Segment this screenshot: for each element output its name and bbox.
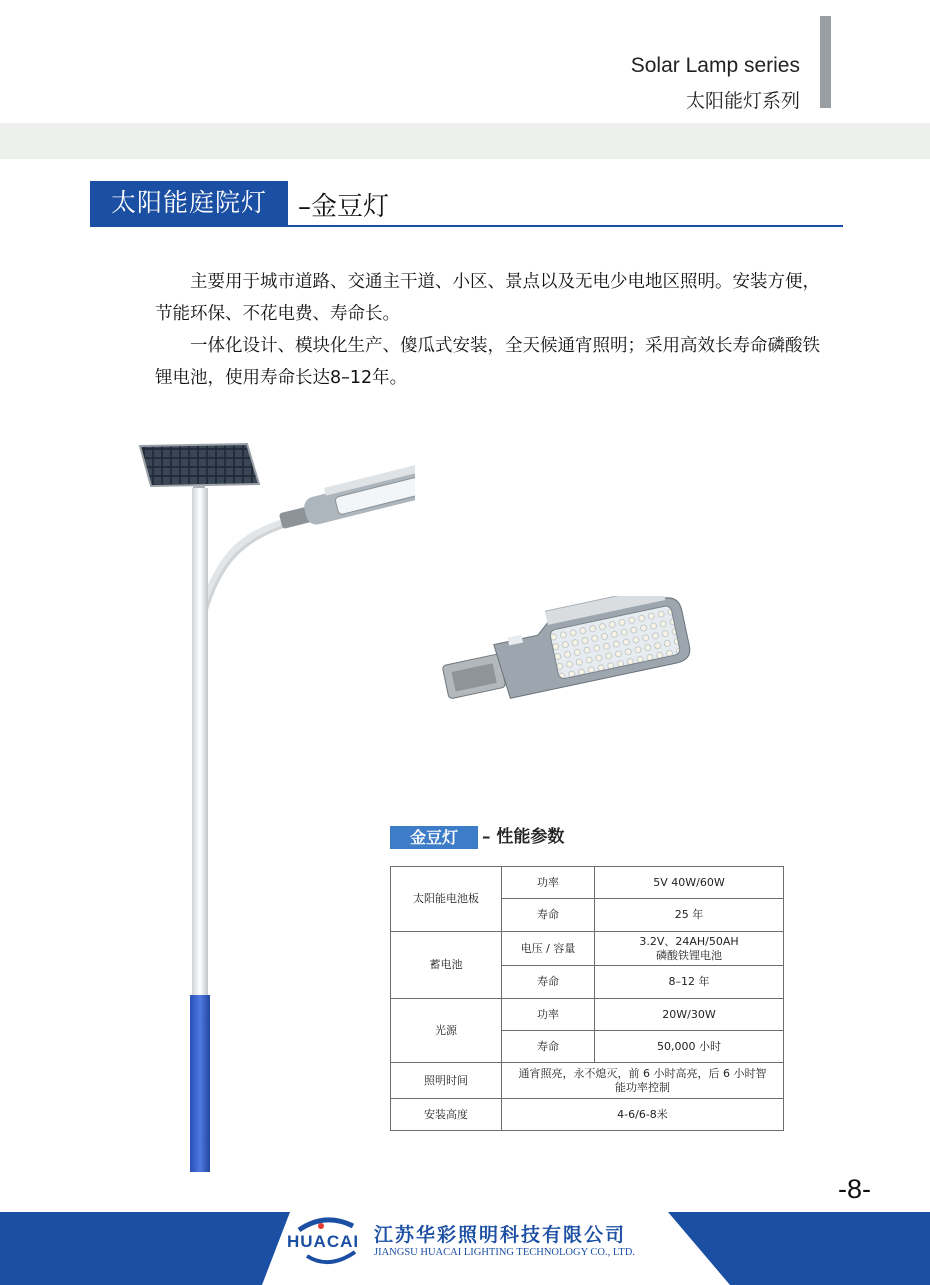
param-value: 5V 40W/60W: [595, 867, 784, 899]
intro-paragraph-2: 一体化设计、模块化生产、傻瓜式安装，全天候通宵照明；采用高效长寿命磷酸铁锂电池，使用寿命长达8–12年。: [155, 336, 820, 388]
page-number: -8-: [838, 1174, 871, 1204]
row-label-battery: 蓄电池: [391, 932, 502, 999]
param-value: [595, 932, 784, 966]
spec-tag: 金豆灯: [390, 826, 478, 849]
param-value-line: 能功率控制: [615, 1080, 670, 1094]
param-value-line: 通宵照亮，永不熄灭，前 6 小时高亮，后 6 小时智: [518, 1066, 767, 1080]
company-name-cn: 江苏华彩照明科技有限公司: [374, 1224, 627, 1246]
row-label-lighting-time: 照明时间: [391, 1063, 502, 1099]
param-value: 25 年: [595, 899, 784, 932]
param-label: 功率: [502, 999, 595, 1031]
row-label-install-height: 安装高度: [391, 1099, 502, 1131]
table-row: [391, 932, 784, 966]
table-row: [391, 999, 784, 1031]
param-label: 寿命: [502, 966, 595, 999]
row-label-panel: 太阳能电池板: [391, 867, 502, 932]
product-name-title: –金豆灯: [298, 192, 390, 222]
spec-table: [390, 866, 784, 1131]
param-label: 功率: [502, 867, 595, 899]
section-title: 太阳能庭院灯: [90, 181, 288, 225]
param-value: [502, 1063, 784, 1099]
solar-street-lamp-illustration: [135, 440, 415, 1175]
param-value: 8–12 年: [595, 966, 784, 999]
intro-paragraph-1: 主要用于城市道路、交通主干道、小区、景点以及无电少电地区照明。安装方便，节能环保、不花电费、寿命长。: [155, 272, 820, 324]
param-value-line: 3.2V、24AH/50AH: [639, 934, 739, 948]
series-title-en: Solar Lamp series: [630, 54, 800, 77]
param-value-line: 磷酸铁锂电池: [656, 948, 722, 962]
header-accent-bar: [820, 16, 831, 108]
param-label: 寿命: [502, 899, 595, 932]
lamp-head-illustration: [432, 596, 692, 712]
series-title-cn: 太阳能灯系列: [685, 90, 800, 112]
param-label: 电压 / 容量: [502, 932, 595, 966]
company-logo-text: HUACAI: [287, 1232, 360, 1251]
table-row: [391, 867, 784, 899]
param-label: 寿命: [502, 1031, 595, 1063]
intro-text: [155, 266, 835, 394]
param-value: 4-6/6-8米: [502, 1099, 784, 1131]
table-row: [391, 1099, 784, 1131]
spec-heading: – 性能参数: [482, 827, 565, 847]
header-gray-band: [0, 123, 930, 159]
table-row: [391, 1063, 784, 1099]
param-value: 20W/30W: [595, 999, 784, 1031]
company-name-en: JIANGSU HUACAI LIGHTING TECHNOLOGY CO., LTD.: [374, 1247, 635, 1258]
param-value: 50,000 小时: [595, 1031, 784, 1063]
row-label-light: 光源: [391, 999, 502, 1063]
title-underline: [90, 225, 843, 227]
